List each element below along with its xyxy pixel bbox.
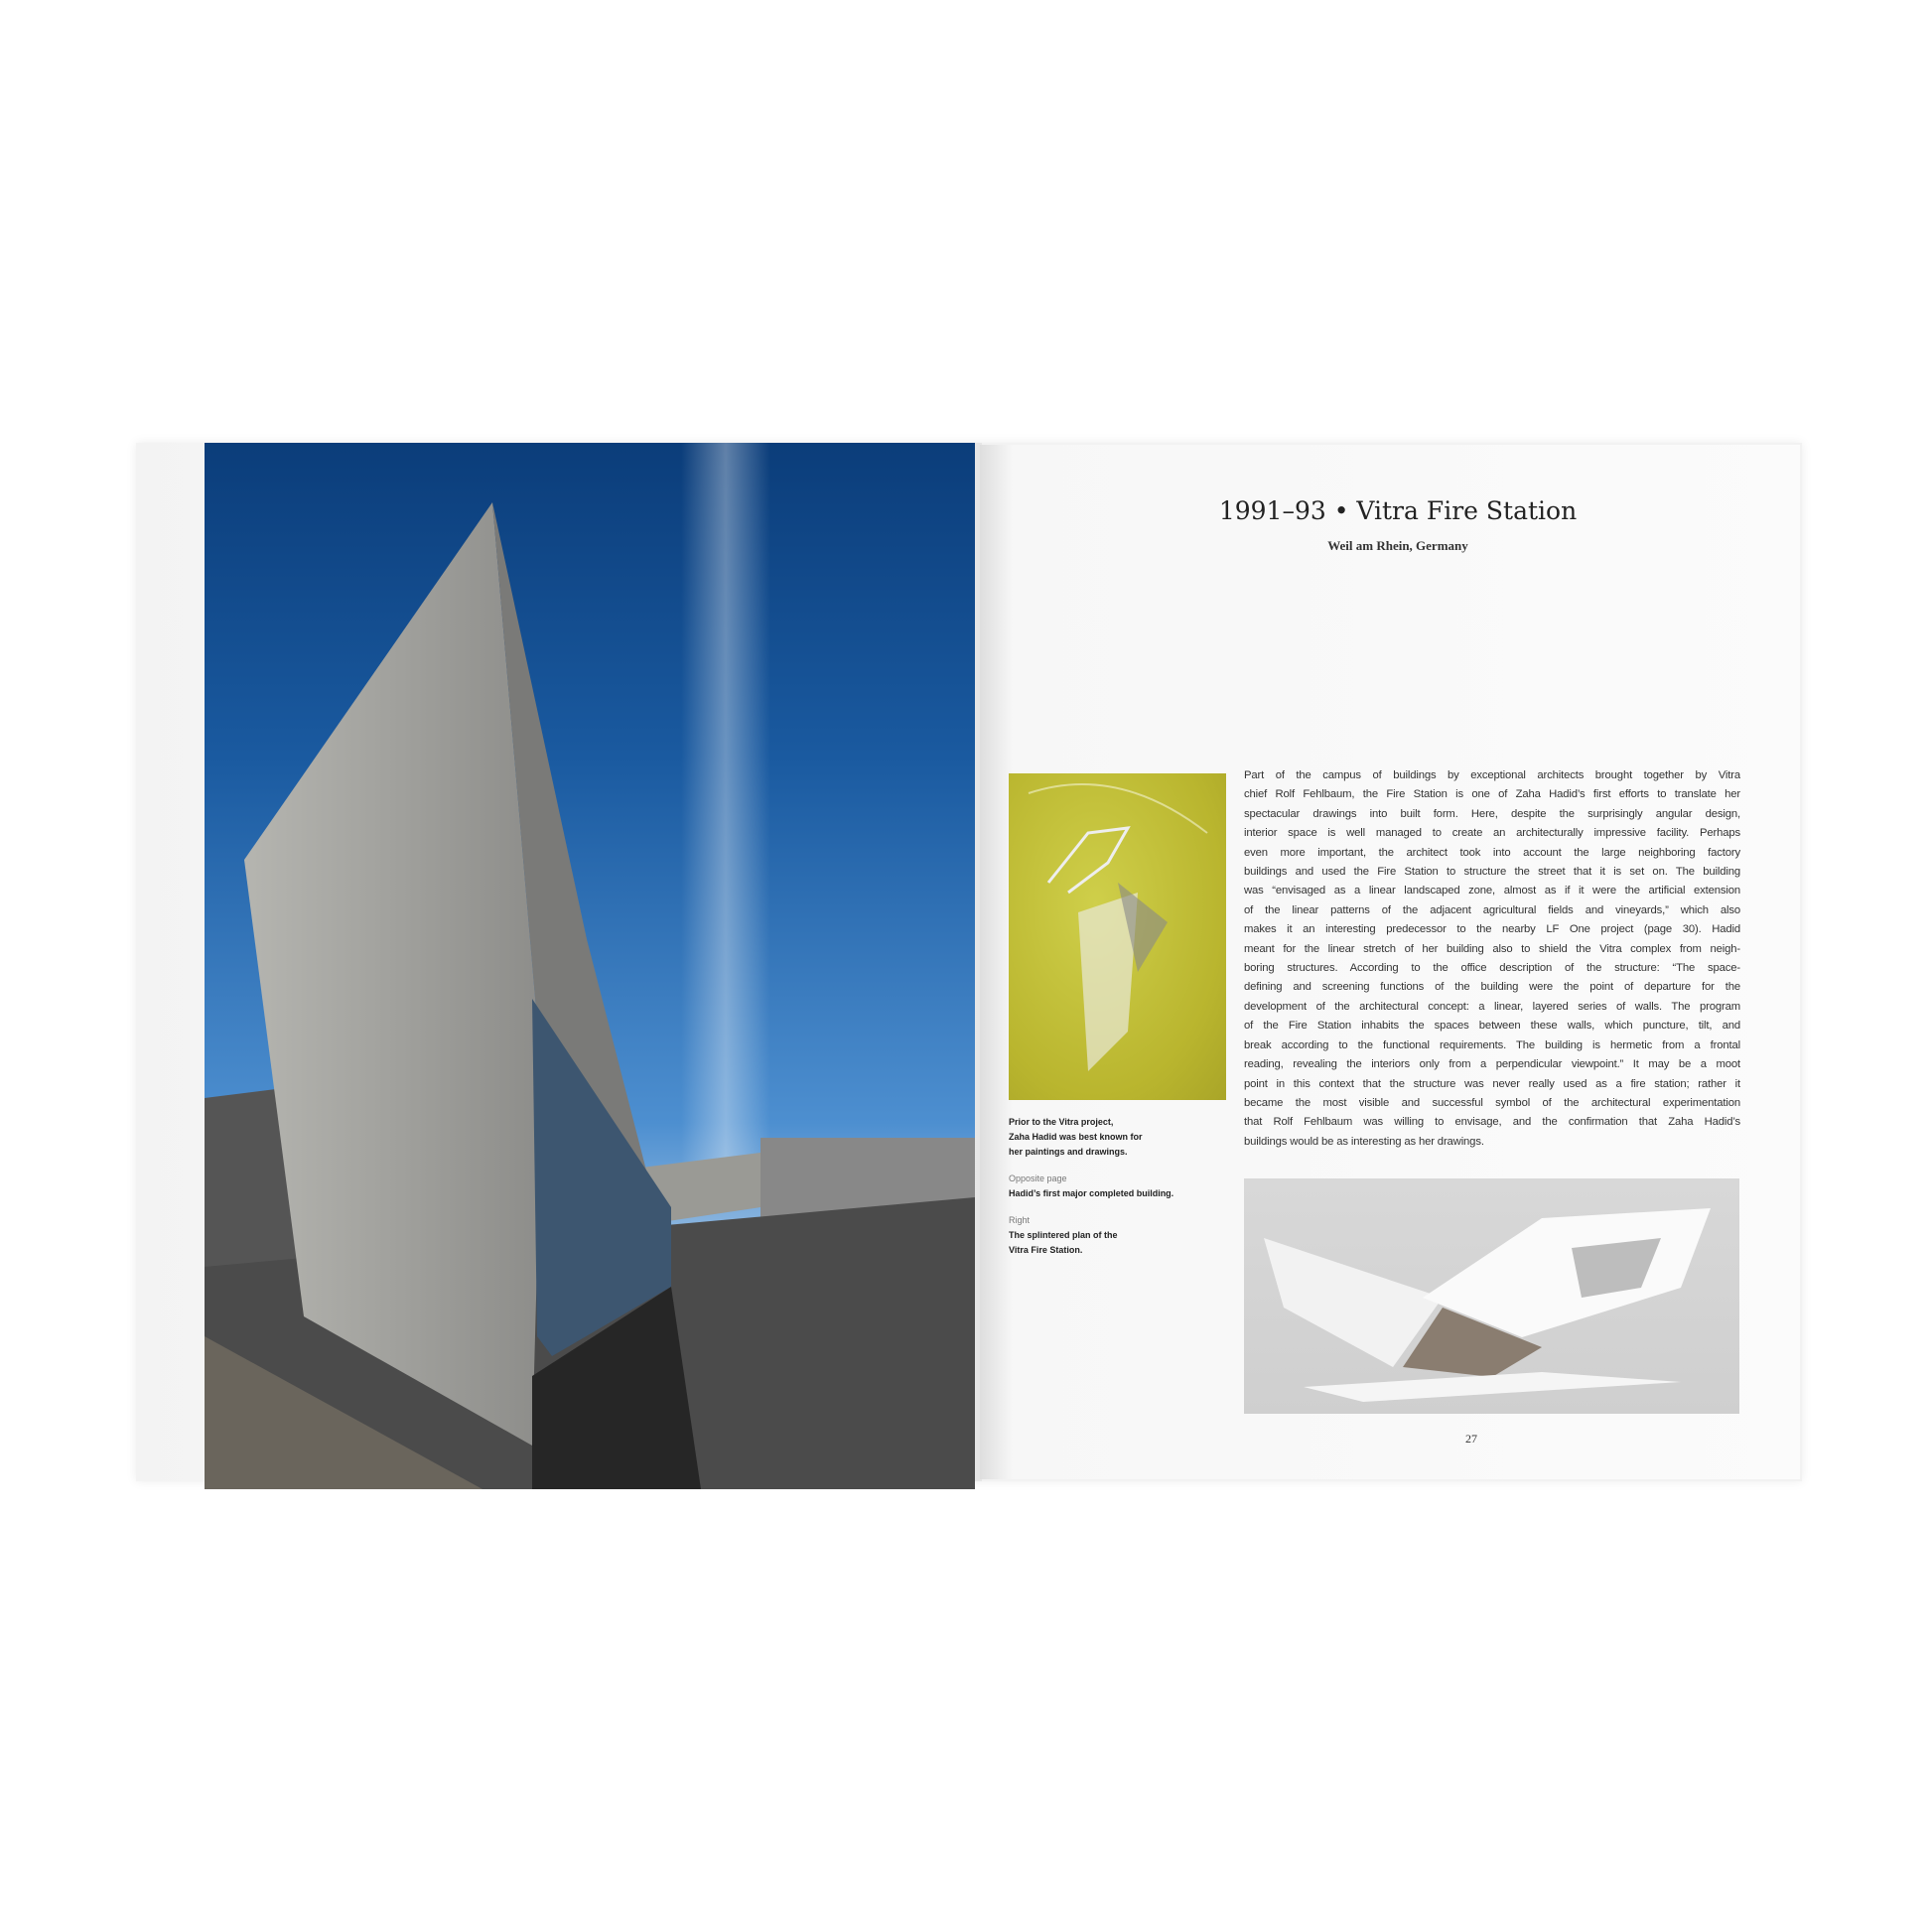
body-text-line: spectacular drawings into built form. Here, despite the surprisingly angular design, (1244, 807, 1740, 820)
body-text-line: that Rolf Fehlbaum was willing to envisage, and the confirmation that Zaha Hadid’s (1244, 1116, 1740, 1129)
caption-label: Right (1009, 1215, 1031, 1225)
captions (1009, 1115, 1227, 1258)
page-number: 27 (1465, 1432, 1477, 1446)
body-text-line: buildings and used the Fire Station to structure the street that it is set on. The building (1244, 866, 1740, 879)
vitra-fire-station-photo (205, 443, 975, 1489)
page-title: 1991–93 • Vitra Fire Station (1218, 496, 1578, 525)
body-text-line: Part of the campus of buildings by exceptional architects brought together by Vitra (1244, 769, 1740, 781)
caption-line: Hadid’s first major completed building. (1009, 1188, 1174, 1198)
body-text-line: became the most visible and successful symbol of the architectural experimentation (1244, 1096, 1740, 1109)
body-text-line: of the linear patterns of the adjacent agricultural fields and vineyards,” which also (1244, 903, 1740, 916)
body-text-line: chief Rolf Fehlbaum, the Fire Station is one of Zaha Hadid’s first efforts to translate her (1244, 788, 1740, 801)
caption-line: The splintered plan of the (1009, 1230, 1118, 1240)
caption-line: Prior to the Vitra project, (1009, 1117, 1114, 1127)
body-text-line: meant for the linear stretch of her building also to shield the Vitra complex from neigh- (1244, 942, 1740, 955)
body-text-line: of the Fire Station inhabits the spaces between these walls, which puncture, tilt, and (1244, 1020, 1740, 1033)
body-text-line: reading, revealing the interiors only from a perpendicular viewpoint.” It may be a moot (1244, 1058, 1740, 1071)
body-text-line: interior space is well managed to create an architecturally impressive facility. Perhaps (1244, 827, 1740, 840)
architectural-model-image (1244, 1178, 1739, 1414)
body-text-line: break according to the functional requirements. The building is hermetic from a frontal (1244, 1038, 1740, 1051)
body-text-line: defining and screening functions of the building were the point of departure for the (1244, 981, 1740, 994)
caption-line: Zaha Hadid was best known for (1009, 1132, 1143, 1142)
body-text-line: was “envisaged as a linear landscaped zone, almost as if it were the artificial extension (1244, 885, 1740, 897)
caption-label: Opposite page (1009, 1173, 1067, 1183)
caption-line: Vitra Fire Station. (1009, 1245, 1083, 1255)
body-text-line: even more important, the architect took into account the large neighboring factory (1244, 846, 1740, 859)
hadid-painting-image (1009, 773, 1226, 1100)
body-text-line: development of the architectural concept: a linear, layered series of walls. The program (1244, 1000, 1740, 1013)
page-subtitle: Weil am Rhein, Germany (1327, 538, 1468, 553)
body-text-line: buildings would be as interesting as her drawings. (1244, 1135, 1484, 1148)
body-text-line: boring structures. According to the office description of the structure: “The space- (1244, 962, 1740, 975)
body-text (1244, 766, 1740, 1152)
body-text-line: makes it an interesting predecessor to the nearby LF One project (page 30). Hadid (1244, 923, 1740, 936)
caption-line: her paintings and drawings. (1009, 1147, 1128, 1157)
body-text-line: point in this context that the structure was never really used as a fire station; rather it (1244, 1077, 1740, 1090)
